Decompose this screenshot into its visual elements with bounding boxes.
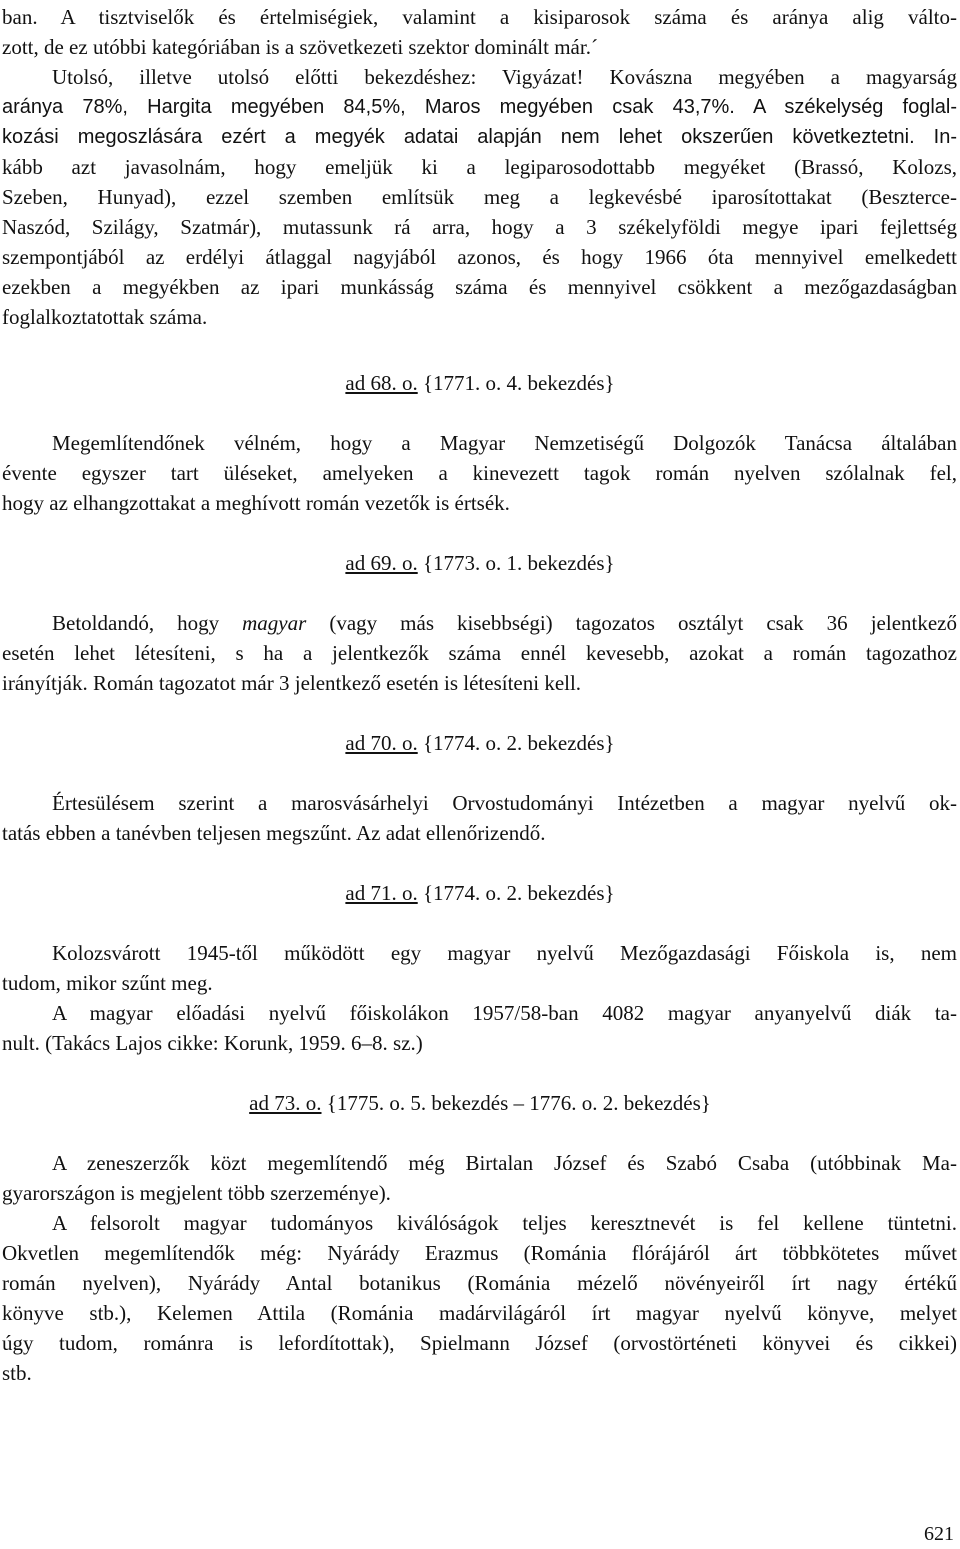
paragraph-reference: {1773. o. 1. bekezdés} xyxy=(417,551,615,575)
text-line: ezekben a megyékben az ipari munkásság száma és mennyivel csökkent a mezőgazdaságban xyxy=(2,275,957,299)
text-line: gyarországon is megjelent több szerzeménye). xyxy=(2,1181,391,1205)
text-line: tudom, mikor szűnt meg. xyxy=(2,971,213,995)
text-line: foglalkoztatottak száma. xyxy=(2,305,208,329)
text-line: Okvetlen megemlítendők még: Nyárády Erazmus (Románia flórájáról árt többkötetes művet xyxy=(2,1241,957,1265)
text-line: stb. xyxy=(2,1361,32,1385)
page-reference-link: ad 71. o. xyxy=(345,881,418,905)
text-line: A felsorolt magyar tudományos kiválóságok teljes keresztnevét is fel kellene tüntetni. xyxy=(52,1211,957,1235)
paragraph-reference: {1771. o. 4. bekezdés} xyxy=(417,371,615,395)
text-line: Megemlítendőnek vélném, hogy a Magyar Nemzetiségű Dolgozók Tanácsa általában xyxy=(52,431,957,455)
text-line: kozási megoszlására ezért a megyék adatai alapján nem lehet okszerűen következtetni. In- xyxy=(2,126,957,148)
text-line: tatás ebben a tanévben teljesen megszűnt. Az adat ellenőrizendő. xyxy=(2,821,546,845)
paragraph-reference: {1774. o. 2. bekezdés} xyxy=(417,881,615,905)
text-line: Kolozsvárott 1945-től működött egy magyar nyelvű Mezőgazdasági Főiskola is, nem xyxy=(52,941,957,965)
section-text xyxy=(2,1148,957,1388)
section-reference xyxy=(0,368,960,398)
paragraph-reference: {1775. o. 5. bekezdés – 1776. o. 2. bekezdés} xyxy=(321,1091,711,1115)
text-run: Betoldandó, hogy xyxy=(52,611,243,635)
page-number: 621 xyxy=(924,1523,954,1545)
text-line: irányítják. Román tagozatot már 3 jelentkező esetén is létesíteni kell. xyxy=(2,671,582,695)
text-line: esetén lehet létesíteni, s ha a jelentkezők száma ennél kevesebb, azokat a román tagozathoz xyxy=(2,641,957,665)
text-line: A zeneszerzők közt megemlítendő még Birtalan József és Szabó Csaba (utóbbinak Ma- xyxy=(52,1151,957,1175)
text-line: Utolsó, illetve utolsó előtti bekezdéshez: Vigyázat! Kovászna megyében a magyarság xyxy=(52,65,957,89)
section-text xyxy=(2,608,957,698)
text-line: A magyar előadási nyelvű főiskolákon 1957/58-ban 4082 magyar anyanyelvű diák ta- xyxy=(52,1001,957,1025)
section-text xyxy=(2,428,957,518)
page-reference-link: ad 70. o. xyxy=(345,731,418,755)
section-reference xyxy=(0,1088,960,1118)
text-line: nult. (Takács Lajos cikke: Korunk, 1959. 6–8. sz.) xyxy=(2,1031,423,1055)
text-line: hogy az elhangzottakat a meghívott román vezetők is értsék. xyxy=(2,491,510,515)
text-line: aránya 78%, Hargita megyében 84,5%, Maros megyében csak 43,7%. A székelység foglal- xyxy=(2,96,957,118)
page-reference-link: ad 73. o. xyxy=(249,1091,322,1115)
text-line: évente egyszer tart üléseket, amelyeken a kinevezett tagok román nyelven szólalnak fel, xyxy=(2,461,957,485)
intro-paragraphs xyxy=(2,2,957,332)
section-reference xyxy=(0,548,960,578)
text-line: Szeben, Hunyad), ezzel szemben említsük meg a legkevésbé iparosítottakat (Beszterce- xyxy=(2,185,957,209)
text-line: úgy tudom, románra is lefordítottak), Spielmann József (orvostörténeti könyvei és cikkei) xyxy=(2,1331,957,1355)
section-reference xyxy=(0,878,960,908)
paragraph-reference: {1774. o. 2. bekezdés} xyxy=(417,731,615,755)
text-line: könyve stb.), Kelemen Attila (Románia madárvilágáról írt magyar nyelvű könyve, melyet xyxy=(2,1301,957,1325)
text-line: ban. A tisztviselők és értelmiségiek, valamint a kisiparosok száma és aránya alig válto- xyxy=(2,5,957,29)
text-line xyxy=(2,608,957,638)
text-line: szempontjából az erdélyi átlaggal nagyjából azonos, és hogy 1966 óta mennyivel emelkedett xyxy=(2,245,957,269)
text-line: Naszód, Szilágy, Szatmár), mutassunk rá arra, hogy a 3 székelyföldi megye ipari fejlettség xyxy=(2,215,957,239)
text-line: Értesülésem szerint a marosvásárhelyi Orvostudományi Intézetben a magyar nyelvű ok- xyxy=(52,791,957,815)
section-text xyxy=(2,938,957,1058)
page-reference-link: ad 69. o. xyxy=(345,551,418,575)
section-reference xyxy=(0,728,960,758)
section-text xyxy=(2,788,957,848)
text-run: (vagy más kisebbségi) tagozatos osztályt csak 36 jelentkező xyxy=(306,611,957,635)
italic-word: magyar xyxy=(242,611,307,635)
text-line: zott, de ez utóbbi kategóriában is a szövetkezeti szektor dominált már.´ xyxy=(2,35,598,59)
page-reference-link: ad 68. o. xyxy=(345,371,418,395)
text-line: kább azt javasolnám, hogy emeljük ki a legiparosodottabb megyéket (Brassó, Kolozs, xyxy=(2,155,957,179)
text-line: román nyelven), Nyárády Antal botanikus (Románia mézelő növényeiről írt nagy értékű xyxy=(2,1271,957,1295)
